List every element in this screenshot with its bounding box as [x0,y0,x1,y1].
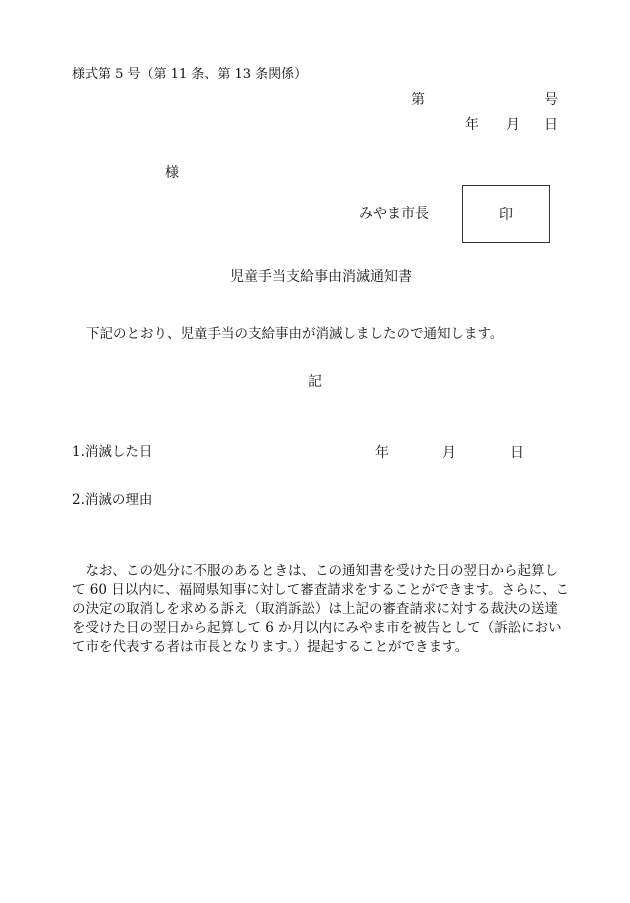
document-title: 児童手当支給事由消滅通知書 [230,269,412,285]
appeal-notice [72,562,570,657]
item2-label: 2.消滅の理由 [72,492,153,508]
doc-number-prefix: 第 [411,92,425,108]
ki-heading: 記 [308,374,322,390]
notice-line: て 60 日以内に、福岡県知事に対して審査請求をすることができます。さらに、こ [72,582,570,598]
doc-number-suffix: 号 [544,92,558,108]
issue-date-day: 日 [544,117,558,133]
notice-line: て市を代表する者は市長となります。）提起することができます。 [72,639,469,655]
item1-label: 1.消滅した日 [72,444,153,460]
notice-line: を受けた日の翌日から起算して 6 か月以内にみやま市を被告として（訴訟におい [72,620,562,636]
seal-box [462,185,550,243]
issuer-name: みやま市長 [359,206,429,222]
addressee-honorific: 様 [165,165,179,181]
item1-year: 年 [375,445,389,461]
item1-month: 月 [442,445,456,461]
notice-line: なお、この処分に不服のあるときは、この通知書を受けた日の翌日から起算し [72,563,558,579]
issue-date-year: 年 [465,117,479,133]
notice-line: の決定の取消しを求める訴え（取消訴訟）は上記の審査請求に対する裁決の送達 [72,601,558,617]
intro-text: 下記のとおり、児童手当の支給事由が消滅しましたので通知します。 [86,326,504,342]
item1-day: 日 [510,445,524,461]
seal-label: 印 [499,207,513,223]
form-label: 様式第 5 号（第 11 条、第 13 条関係） [72,67,308,82]
issue-date-month: 月 [506,117,520,133]
